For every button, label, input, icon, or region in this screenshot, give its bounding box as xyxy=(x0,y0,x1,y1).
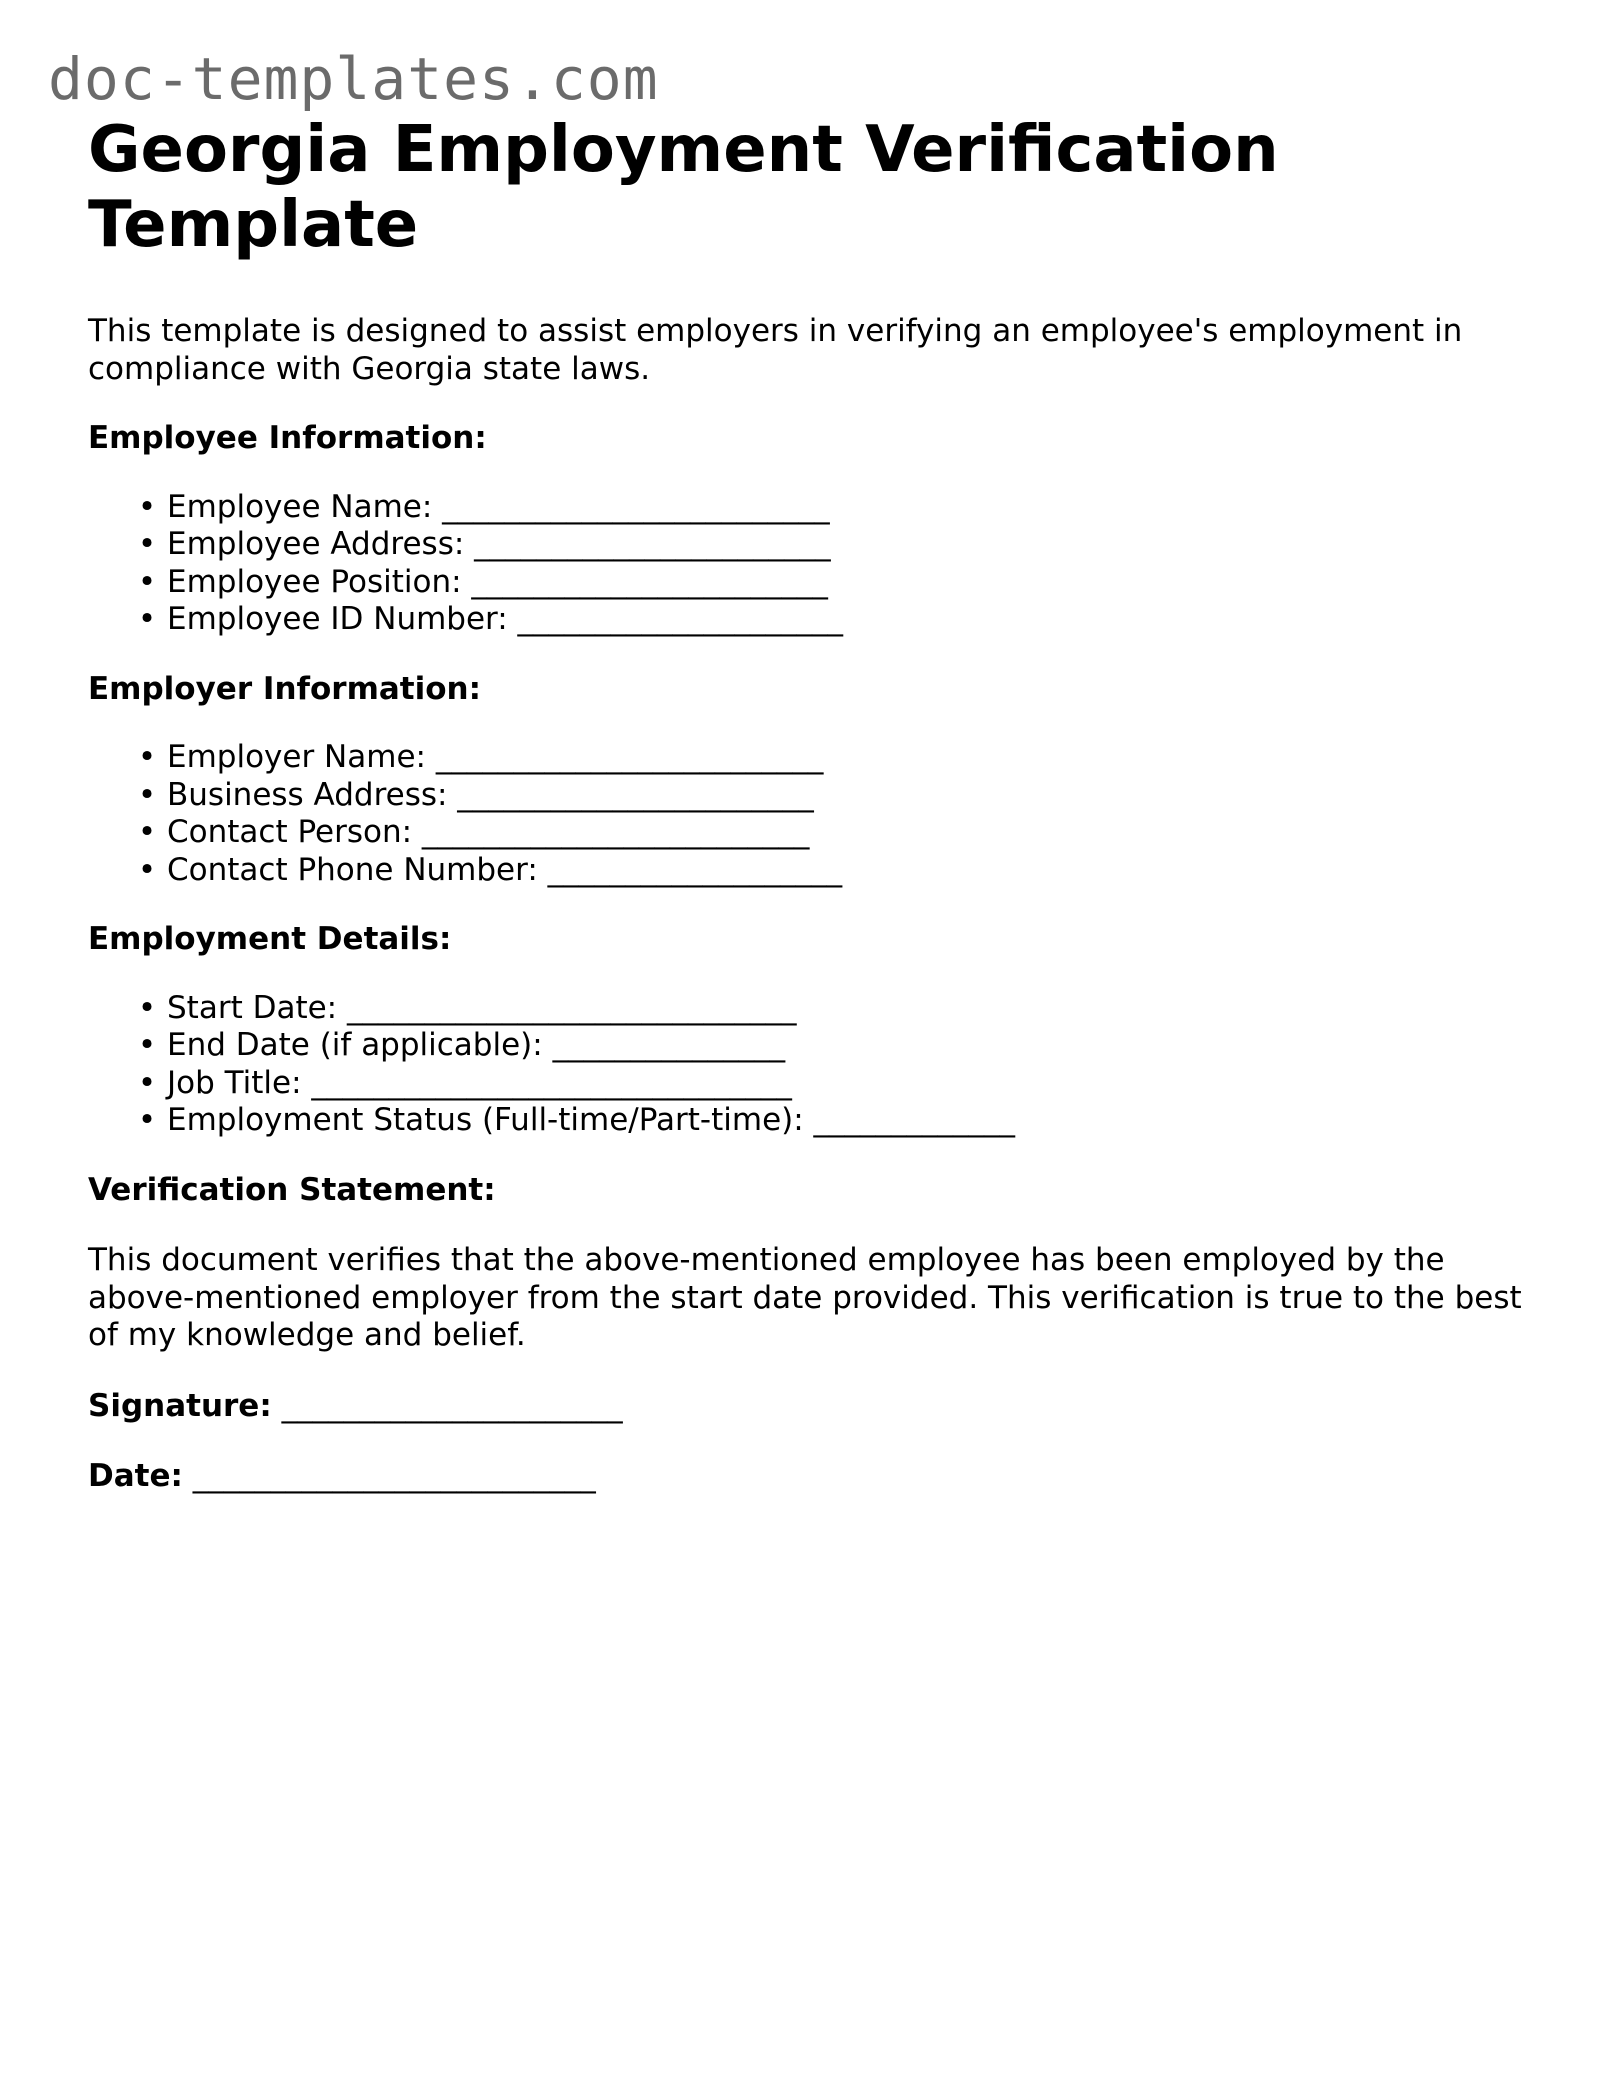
list-item xyxy=(137,563,1528,602)
list-item-text: Employee Position: _______________________ xyxy=(167,563,828,600)
list-item-text: Contact Phone Number: ___________________ xyxy=(167,851,843,888)
bullet-icon: • xyxy=(137,814,157,850)
bullet-icon: • xyxy=(137,1064,157,1101)
list-item-text: Employee ID Number: _____________________ xyxy=(167,601,844,637)
list-item xyxy=(137,851,1528,890)
list-item-text: Job Title: _______________________________ xyxy=(167,1064,792,1101)
list-item xyxy=(137,526,1528,564)
bullet-icon: • xyxy=(137,776,157,813)
verification-statement: This document verifies that the above-mentioned employee has been employed by the above-mentioned employer from the start date provided. This verification is true to the best of my knowledge and belief. xyxy=(88,1242,1522,1353)
watermark: doc-templates.com xyxy=(48,45,659,113)
employment-details-list xyxy=(88,990,1528,1140)
list-item xyxy=(137,989,1528,1028)
employee-info-list xyxy=(88,489,1528,639)
document-page xyxy=(88,113,1528,1496)
section-heading-employment: Employment Details: xyxy=(88,921,452,957)
list-item xyxy=(137,776,1528,815)
section-heading-employee: Employee Information: xyxy=(88,420,487,456)
list-item xyxy=(137,601,1528,639)
bullet-icon: • xyxy=(137,851,157,888)
bullet-icon: • xyxy=(137,488,157,525)
section-heading-employer: Employer Information: xyxy=(88,670,482,707)
list-item-text: Employer Name: _________________________ xyxy=(167,739,824,775)
list-item xyxy=(137,488,1528,527)
bullet-icon: • xyxy=(137,563,157,600)
list-item-text: Employment Status (Full-time/Part-time): _____________ xyxy=(167,1102,1016,1138)
intro-paragraph: This template is designed to assist employers in verifying an employee's employment in compliance with Georgia state laws. xyxy=(88,313,1463,387)
bullet-icon: • xyxy=(137,989,157,1026)
section-heading-verification: Verification Statement: xyxy=(88,1171,496,1208)
bullet-icon: • xyxy=(137,739,157,775)
bullet-icon: • xyxy=(137,1102,157,1138)
list-item-text: Business Address: _______________________ xyxy=(167,776,814,813)
page-title: Georgia Employment Verification Template xyxy=(88,113,1279,262)
date-label: Date: xyxy=(88,1458,183,1494)
list-item-text: End Date (if applicable): _______________ xyxy=(167,1027,786,1063)
list-item-text: Contact Person: _________________________ xyxy=(167,814,810,850)
list-item xyxy=(137,1064,1528,1103)
list-item-text: Employee Name: _________________________ xyxy=(167,488,830,525)
bullet-icon: • xyxy=(137,1027,157,1063)
list-item xyxy=(137,1102,1528,1140)
list-item xyxy=(137,739,1528,777)
signature-blank: ______________________ xyxy=(281,1387,623,1424)
signature-label: Signature: xyxy=(88,1387,272,1424)
list-item-text: Employee Address: _______________________ xyxy=(167,526,831,562)
list-item-text: Start Date: _____________________________ xyxy=(167,989,797,1026)
employer-info-list xyxy=(88,739,1528,889)
bullet-icon: • xyxy=(137,601,157,637)
date-line xyxy=(88,1458,1528,1496)
list-item xyxy=(137,814,1528,852)
list-item xyxy=(137,1027,1528,1065)
date-blank: __________________________ xyxy=(192,1458,596,1494)
bullet-icon: • xyxy=(137,526,157,562)
signature-line xyxy=(88,1388,1528,1426)
